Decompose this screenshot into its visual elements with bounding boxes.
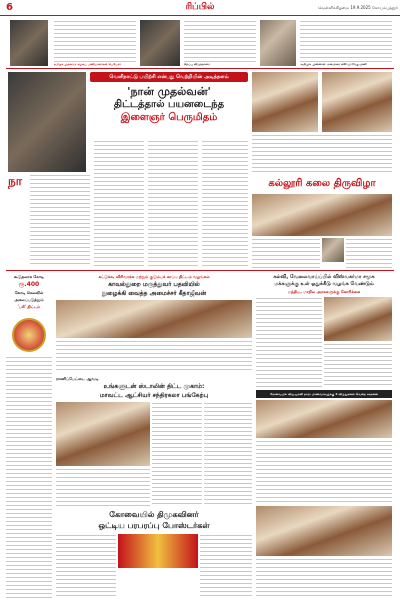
karthi-kicker: கட்டுக்க, விரிவாக்க மற்றும் குடும்பக் காப்பு திட்டம் வழங்கல் bbox=[98, 274, 210, 279]
bottom-right-photo bbox=[256, 506, 392, 556]
left-col-text bbox=[6, 356, 52, 598]
left-headline-4: அகலப்படுத்தும் bbox=[14, 297, 44, 302]
collector-kicker: ராணிப்பேட்டை ஆவடி bbox=[56, 376, 99, 381]
lead-body-col-4 bbox=[202, 140, 248, 266]
masthead-date: வெள்ளிக்கிழமை 19.9.2025 கோயம்புத்தூர் bbox=[318, 5, 398, 10]
bottom-left-headline-2: ஒட்டிய பரபரப்பு போஸ்டர்கள் bbox=[98, 521, 210, 530]
collector-headline-1: உங்களுடன் ஸ்டாலின் திட்ட முகாம்: bbox=[103, 383, 205, 390]
collector-text-2 bbox=[204, 402, 252, 506]
left-headline-1: கூடுதலாக கோடி bbox=[13, 274, 45, 279]
lead-photo-right-2 bbox=[322, 72, 392, 132]
top-caption-right: அதிமுக முன்னாள் அமைச்சர் எஸ்.பி.வேலுமணி bbox=[300, 62, 367, 66]
left-headline-2: ரூ.400 bbox=[18, 281, 40, 288]
divider-mid bbox=[6, 270, 394, 271]
divider-top bbox=[6, 68, 394, 69]
right-text-1 bbox=[256, 297, 322, 387]
bottom-left-text-2 bbox=[200, 534, 252, 598]
karthi-text bbox=[56, 340, 252, 372]
top-strip-text-mid bbox=[184, 20, 256, 62]
lead-headline-2: திட்டத்தால் பயனடைந்த bbox=[113, 99, 225, 110]
award-photo bbox=[256, 400, 392, 438]
college-photo-small bbox=[322, 238, 344, 262]
right-headline-2: மக்களுக்கு உள் ஒதுக்கீடு வழங்க வேண்டும் bbox=[274, 281, 374, 287]
bottom-left-headline-1: கோவையில் திமுகவினர் bbox=[109, 510, 199, 519]
portrait-top-left bbox=[10, 20, 48, 66]
left-headline-5: 'பசி' திட்டம் bbox=[17, 304, 41, 309]
lead-right-text bbox=[252, 134, 392, 172]
lead-headline-1: 'நான் முதல்வன்' bbox=[127, 85, 211, 98]
portrait-top-right bbox=[260, 20, 296, 66]
page-number: 6 bbox=[6, 2, 13, 13]
award-text bbox=[256, 440, 392, 502]
right-photo bbox=[324, 297, 392, 341]
college-text-right bbox=[346, 238, 392, 268]
collector-text-1 bbox=[152, 402, 202, 506]
right-text-2 bbox=[324, 343, 392, 387]
top-caption-left: தமிழக முதல்வர் சமூகப் பணியாளர்கள் பெரியார் bbox=[54, 62, 121, 66]
lead-kicker: வெளிநாட்டு பயிற்சி என்பது வெற்றியின் அடித்தளம் bbox=[90, 72, 248, 82]
masthead bbox=[0, 0, 400, 16]
top-strip-text-right bbox=[300, 20, 392, 62]
lead-dropcap: நா bbox=[8, 174, 22, 188]
collector-text-3 bbox=[56, 468, 150, 506]
lead-body-col-3 bbox=[148, 140, 198, 266]
portrait-top-mid bbox=[140, 20, 180, 66]
lead-portrait bbox=[8, 72, 86, 172]
bottom-left-text bbox=[56, 534, 116, 598]
collector-headline-2: மாவட்ட ஆட்சியர் சந்திரகலா பங்கேற்பு bbox=[99, 392, 209, 399]
top-caption-mid: சிறப்பு விருந்தாளர் bbox=[184, 62, 210, 66]
right-headline-1: கல்வி, வேலைவாய்ப்பில் விஸ்வகர்மா சமூக bbox=[273, 274, 375, 280]
karthi-headline-2: நுழைக்கி வைத்த அமைச்சர் கீதாஜீவன் bbox=[101, 290, 207, 297]
top-strip-text-left bbox=[54, 20, 136, 62]
college-photo bbox=[252, 194, 392, 236]
award-headline: கோவையில் விஞ்ஞானி தாரா மாணவர்களுக்கு 2 விருதுகளை வென்ற சாதனை bbox=[256, 390, 392, 398]
lead-headline-3: இளைஞர் பெருமிதம் bbox=[120, 112, 218, 123]
poster-photo bbox=[118, 534, 198, 568]
karthi-photo bbox=[56, 300, 252, 338]
karthi-headline-1: காவல்துறை மருத்துவர் பதவியில் bbox=[108, 281, 200, 288]
lead-body-col-2 bbox=[94, 140, 144, 266]
college-headline: கல்லூரி கலை திருவிழா bbox=[268, 178, 376, 189]
emblem-icon bbox=[12, 318, 46, 352]
lead-photo-right-1 bbox=[252, 72, 318, 132]
left-headline-3: கோடி செலவில் bbox=[14, 290, 44, 295]
collector-photo bbox=[56, 402, 150, 466]
bottom-right-text bbox=[256, 558, 392, 598]
college-text-left bbox=[252, 238, 320, 268]
right-subheadline: மத்திய, மாநில அரசுகளுக்கு கோரிக்கை bbox=[287, 289, 361, 294]
masthead-title: ரிப்பில் bbox=[185, 2, 215, 12]
lead-body-col-1 bbox=[30, 174, 90, 266]
